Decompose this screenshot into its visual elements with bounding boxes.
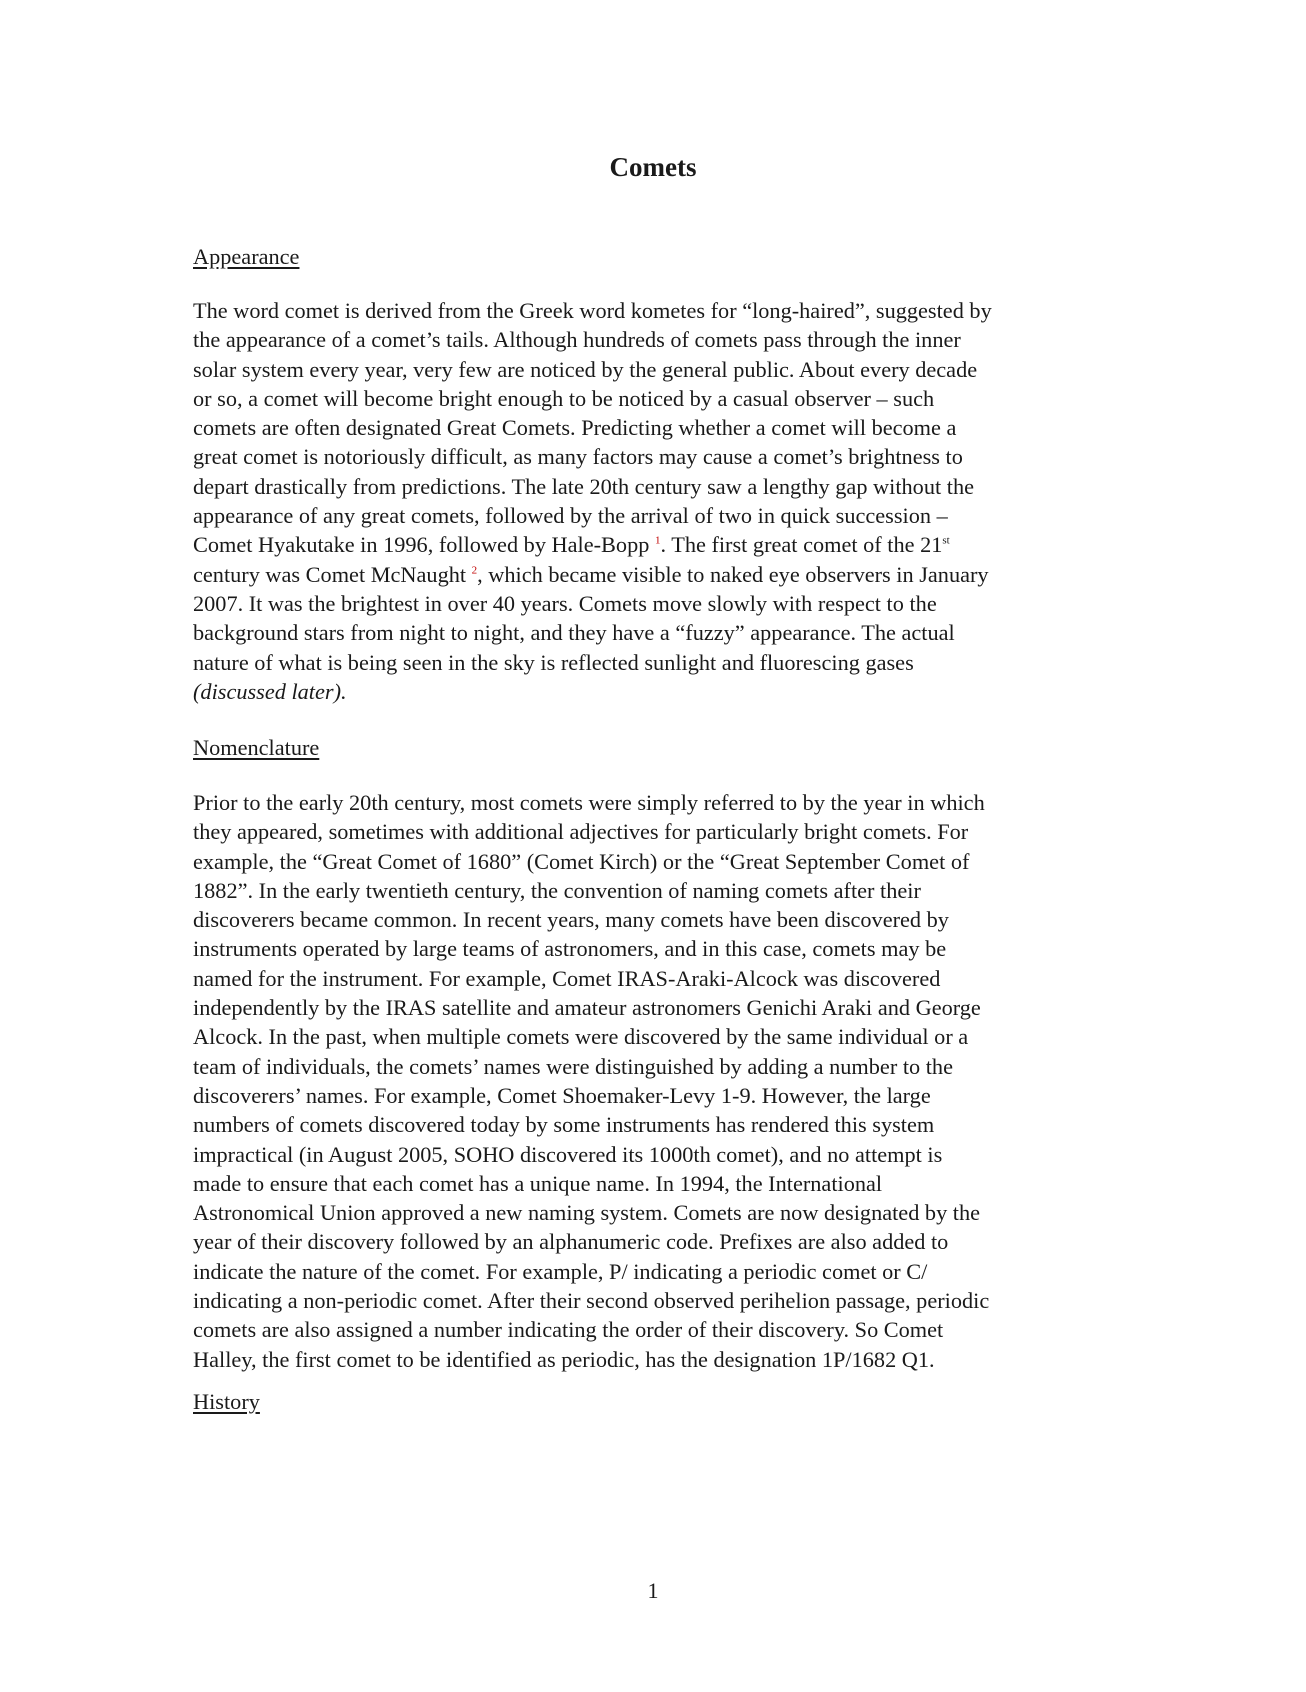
paragraph-line: The word comet is derived from the Greek word kometes for “long-haired”, suggested by bbox=[193, 298, 992, 323]
paragraph-line: or so, a comet will become bright enough to be noticed by a casual observer – such bbox=[193, 385, 935, 411]
paragraph-line: Alcock. In the past, when multiple comets were discovered by the same individual or a bbox=[193, 1024, 969, 1050]
section-appearance bbox=[193, 242, 1123, 271]
section-heading-nomenclature: Nomenclature bbox=[193, 735, 320, 760]
footnote-reference-2[interactable]: 2 bbox=[471, 564, 478, 577]
document-title: Comets bbox=[609, 152, 697, 182]
paragraph-line: Prior to the early 20th century, most comets were simply referred to by the year in which bbox=[193, 790, 985, 815]
paragraph-line: indicating a non-periodic comet. After their second observed perihelion passage, periodic bbox=[193, 1288, 990, 1314]
paragraph-line: great comet is notoriously difficult, as many factors may cause a comet’s brightness to bbox=[193, 444, 963, 470]
footnote-reference-1[interactable]: 1 bbox=[654, 534, 661, 547]
section-heading-appearance: Appearance bbox=[193, 244, 300, 269]
paragraph-line: example, the “Great Comet of 1680” (Comet Kirch) or the “Great September Comet of bbox=[193, 848, 970, 874]
paragraph-line: indicate the nature of the comet. For example, P/ indicating a periodic comet or C/ bbox=[193, 1258, 928, 1284]
paragraph-line: the appearance of a comet’s tails. Although hundreds of comets pass through the inner bbox=[193, 327, 961, 353]
paragraph-line: year of their discovery followed by an alphanumeric code. Prefixes are also added to bbox=[193, 1229, 949, 1255]
section-heading-history: History bbox=[193, 1389, 260, 1414]
italic-note: (discussed later). bbox=[193, 678, 347, 704]
line-text: century was Comet McNaught bbox=[193, 561, 472, 587]
paragraph-line: independently by the IRAS satellite and amateur astronomers Genichi Araki and George bbox=[193, 995, 981, 1021]
paragraph-line: impractical (in August 2005, SOHO discovered its 1000th comet), and no attempt is bbox=[193, 1141, 943, 1167]
section-history bbox=[193, 1387, 1123, 1416]
nomenclature-paragraph bbox=[193, 788, 1123, 1374]
page-number: 1 bbox=[647, 1578, 659, 1603]
paragraph-line: instruments operated by large teams of astronomers, and in this case, comets may be bbox=[193, 936, 947, 962]
paragraph-line: depart drastically from predictions. The late 20th century saw a lengthy gap without the bbox=[193, 473, 974, 499]
paragraph-line: Astronomical Union approved a new naming system. Comets are now designated by the bbox=[193, 1200, 981, 1226]
paragraph-line: appearance of any great comets, followed by the arrival of two in quick succession – bbox=[193, 503, 948, 529]
paragraph-line: discoverers’ names. For example, Comet Shoemaker-Levy 1-9. However, the large bbox=[193, 1082, 931, 1108]
paragraph-line: team of individuals, the comets’ names were distinguished by adding a number to the bbox=[193, 1053, 953, 1079]
line-text: . The first great comet of the 21 bbox=[660, 532, 943, 558]
ordinal-superscript: st bbox=[942, 534, 950, 547]
paragraph-line bbox=[193, 560, 1123, 589]
paragraph-line bbox=[193, 530, 1123, 559]
paragraph-line: background stars from night to night, and they have a “fuzzy” appearance. The actual bbox=[193, 620, 955, 646]
paragraph-line: made to ensure that each comet has a unique name. In 1994, the International bbox=[193, 1170, 883, 1196]
paragraph-line bbox=[193, 677, 1123, 706]
paragraph-line: Halley, the first comet to be identified as periodic, has the designation 1P/1682 Q1. bbox=[193, 1346, 935, 1372]
section-nomenclature bbox=[193, 733, 1123, 762]
paragraph-line: comets are also assigned a number indicating the order of their discovery. So Comet bbox=[193, 1317, 944, 1343]
paragraph-line: solar system every year, very few are noticed by the general public. About every decade bbox=[193, 356, 978, 382]
paragraph-line: 2007. It was the brightest in over 40 years. Comets move slowly with respect to the bbox=[193, 590, 937, 616]
paragraph-line: nature of what is being seen in the sky is reflected sunlight and fluorescing gases bbox=[193, 649, 914, 675]
paragraph-line: discoverers became common. In recent years, many comets have been discovered by bbox=[193, 907, 949, 933]
appearance-paragraph bbox=[193, 296, 1123, 706]
paragraph-line: numbers of comets discovered today by some instruments has rendered this system bbox=[193, 1112, 935, 1138]
paragraph-line: they appeared, sometimes with additional adjectives for particularly bright comets. For bbox=[193, 819, 969, 845]
paragraph-line: named for the instrument. For example, Comet IRAS-Araki-Alcock was discovered bbox=[193, 965, 941, 991]
paragraph-line: 1882”. In the early twentieth century, the convention of naming comets after their bbox=[193, 877, 921, 903]
paragraph-line: comets are often designated Great Comets. Predicting whether a comet will become a bbox=[193, 415, 957, 441]
line-text: Comet Hyakutake in 1996, followed by Hale-Bopp bbox=[193, 532, 655, 558]
line-text: , which became visible to naked eye observers in January bbox=[477, 561, 989, 587]
